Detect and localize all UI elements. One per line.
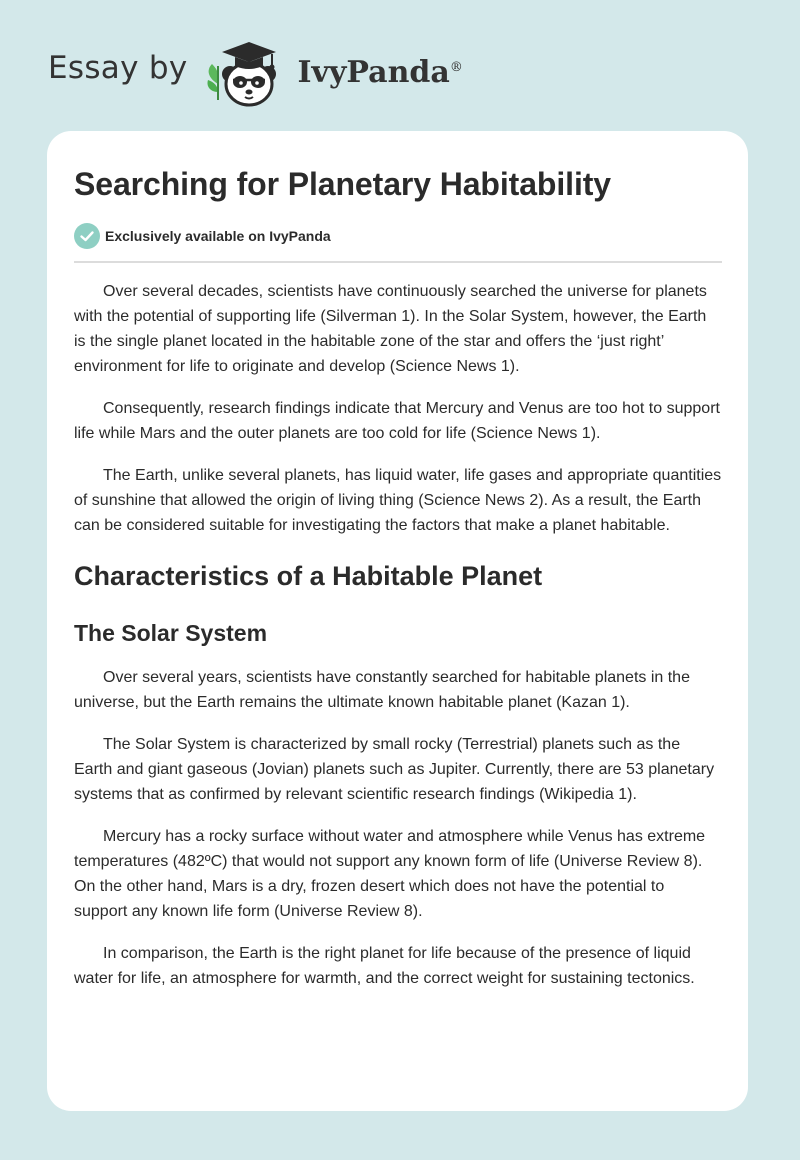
essay-by-label: Essay by bbox=[48, 50, 188, 86]
brand-name[interactable] bbox=[298, 55, 463, 90]
paragraph: Consequently, research findings indicate that Mercury and Venus are too hot to support life while Mars and the outer planets are too cold for life (Science News 1). bbox=[74, 400, 720, 442]
paragraph: In comparison, the Earth is the right planet for life because of the presence of liquid water for life, an atmosphere for warmth, and the correct weight for sustaining tectonics. bbox=[74, 945, 695, 987]
exclusive-badge bbox=[74, 223, 722, 249]
essay-card bbox=[47, 131, 748, 1111]
check-circle-icon bbox=[74, 223, 100, 249]
site-header bbox=[48, 34, 463, 108]
essay-title: Searching for Planetary Habitability bbox=[74, 166, 611, 202]
registered-mark: ® bbox=[449, 59, 463, 75]
essay-content bbox=[74, 164, 722, 991]
paragraph: Over several decades, scientists have continuously searched the universe for planets with the potential of supporting life (Silverman 1). In the Solar System, however, the Earth is the single planet located in the habitable zone of the star and offers the ‘just right’ environment for life to originate and develop (Science News 1). bbox=[74, 283, 707, 375]
paragraph: The Earth, unlike several planets, has liquid water, life gases and appropriate quantities of sunshine that allowed the origin of living thing (Science News 2). As a result, the Earth can be considered suitable for investigating the factors that make a planet habitable. bbox=[74, 467, 722, 534]
exclusive-badge-text: Exclusively available on IvyPanda bbox=[105, 228, 331, 244]
subsection-heading: The Solar System bbox=[74, 620, 268, 646]
panda-graduate-logo-icon[interactable] bbox=[202, 34, 294, 108]
brand-name-text: IvyPanda bbox=[297, 54, 450, 90]
paragraph: Mercury has a rocky surface without water and atmosphere while Venus has extreme temperatures (482ºC) that would not support any known form of life (Universe Review 8). On the other hand, Mars is a dry, frozen desert which does not have the potential to support any known life form (Universe Review 8). bbox=[74, 828, 706, 920]
paragraph: Over several years, scientists have constantly searched for habitable planets in the universe, but the Earth remains the ultimate known habitable planet (Kazan 1). bbox=[74, 669, 690, 711]
title-divider bbox=[74, 261, 722, 263]
paragraph: The Solar System is characterized by small rocky (Terrestrial) planets such as the Earth and giant gaseous (Jovian) planets such as Jupiter. Currently, there are 53 planetary systems that as confirmed by relevant scientific research findings (Wikipedia 1). bbox=[74, 736, 715, 803]
section-heading: Characteristics of a Habitable Planet bbox=[74, 561, 543, 591]
